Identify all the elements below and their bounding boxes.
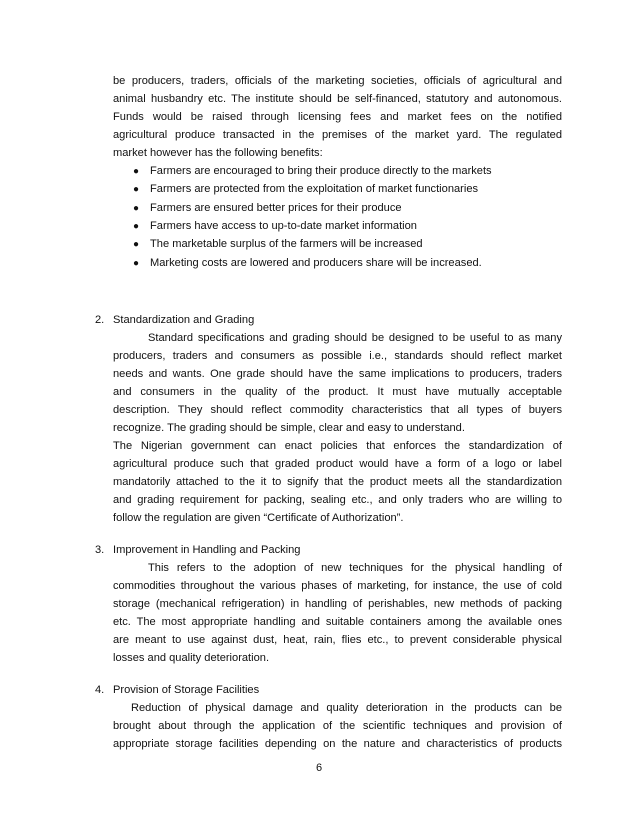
benefit-list-item: [133, 235, 423, 254]
section-line: mandatorily attached to the it to signify that the product meets all the standardization: [113, 476, 562, 488]
benefit-text: Farmers are encouraged to bring their produce directly to the markets: [150, 165, 492, 177]
benefit-text: Farmers are ensured better prices for their produce: [150, 202, 402, 214]
section-heading: Improvement in Handling and Packing: [113, 544, 301, 556]
intro-line: agricultural produce transacted in the premises of the market yard. The regulated: [113, 129, 562, 141]
section-line: brought about through the application of the scientific techniques and provision of: [113, 720, 562, 732]
section-line: appropriate storage facilities depending on the nature and characteristics of products: [113, 738, 562, 750]
section-line: storage (mechanical refrigeration) in handling of perishables, new methods of packing: [113, 598, 562, 610]
section-line: Reduction of physical damage and quality deterioration in the products can be: [131, 702, 562, 714]
benefit-text: Farmers have access to up-to-date market information: [150, 220, 417, 232]
bullet-icon: ●: [133, 221, 140, 232]
benefit-text: Farmers are protected from the exploitation of market functionaries: [150, 183, 479, 195]
benefit-list-item: [133, 180, 478, 199]
page-number: 6: [315, 762, 323, 774]
section-heading: Standardization and Grading: [113, 314, 255, 326]
section-line: and consumers in the quality of the product. It must have mutually acceptable: [113, 386, 562, 398]
section-line: commodities throughout the various phases of marketing, for instance, the use of cold: [113, 580, 562, 592]
benefit-list-item: [133, 199, 402, 218]
section-line: This refers to the adoption of new techniques for the physical handling of: [148, 562, 562, 574]
section-number: 4.: [95, 684, 105, 696]
intro-line: market however has the following benefits:: [113, 147, 323, 159]
intro-line: animal husbandry etc. The institute should be self-financed, statutory and autonomous.: [113, 93, 562, 105]
bullet-icon: ●: [133, 166, 140, 177]
section-line: Standard specifications and grading should be designed to be useful to as many: [148, 332, 562, 344]
bullet-icon: ●: [133, 258, 140, 269]
bullet-icon: ●: [133, 239, 140, 250]
section-line: etc. The most appropriate handling and suitable containers among the available ones: [113, 616, 562, 628]
section-line: agricultural produce such that graded product would have a form of a logo or label: [113, 458, 562, 470]
section-line: follow the regulation are given “Certificate of Authorization”.: [113, 512, 404, 524]
section-line: are meant to use against dust, heat, rain, flies etc., to prevent considerable physical: [113, 634, 562, 646]
intro-line: Funds would be raised through licensing fees and market fees on the notified: [113, 111, 562, 123]
section-line: description. They should reflect commodity characteristics that all types of buyers: [113, 404, 562, 416]
benefit-text: The marketable surplus of the farmers will be increased: [150, 238, 423, 250]
section-line: The Nigerian government can enact policies that enforces the standardization of: [113, 440, 562, 452]
benefit-text: Marketing costs are lowered and producers share will be increased.: [150, 257, 482, 269]
benefit-list-item: [133, 254, 482, 273]
intro-line: be producers, traders, officials of the marketing societies, officials of agricultural and: [113, 75, 562, 87]
section-line: needs and wants. One grade should have the same implications to producers, traders: [113, 368, 562, 380]
section-number: 2.: [95, 314, 105, 326]
bullet-icon: ●: [133, 184, 140, 195]
section-line: and grading requirement for packing, sealing etc., and only traders who are willing to: [113, 494, 562, 506]
benefit-list-item: [133, 217, 417, 236]
section-line: producers, traders and consumers as possible i.e., standards should reflect market: [113, 350, 562, 362]
section-heading: Provision of Storage Facilities: [113, 684, 260, 696]
section-line: recognize. The grading should be simple, clear and easy to understand.: [113, 422, 465, 434]
section-line: losses and quality deterioration.: [113, 652, 270, 664]
benefit-list-item: [133, 162, 492, 181]
bullet-icon: ●: [133, 203, 140, 214]
section-number: 3.: [95, 544, 105, 556]
